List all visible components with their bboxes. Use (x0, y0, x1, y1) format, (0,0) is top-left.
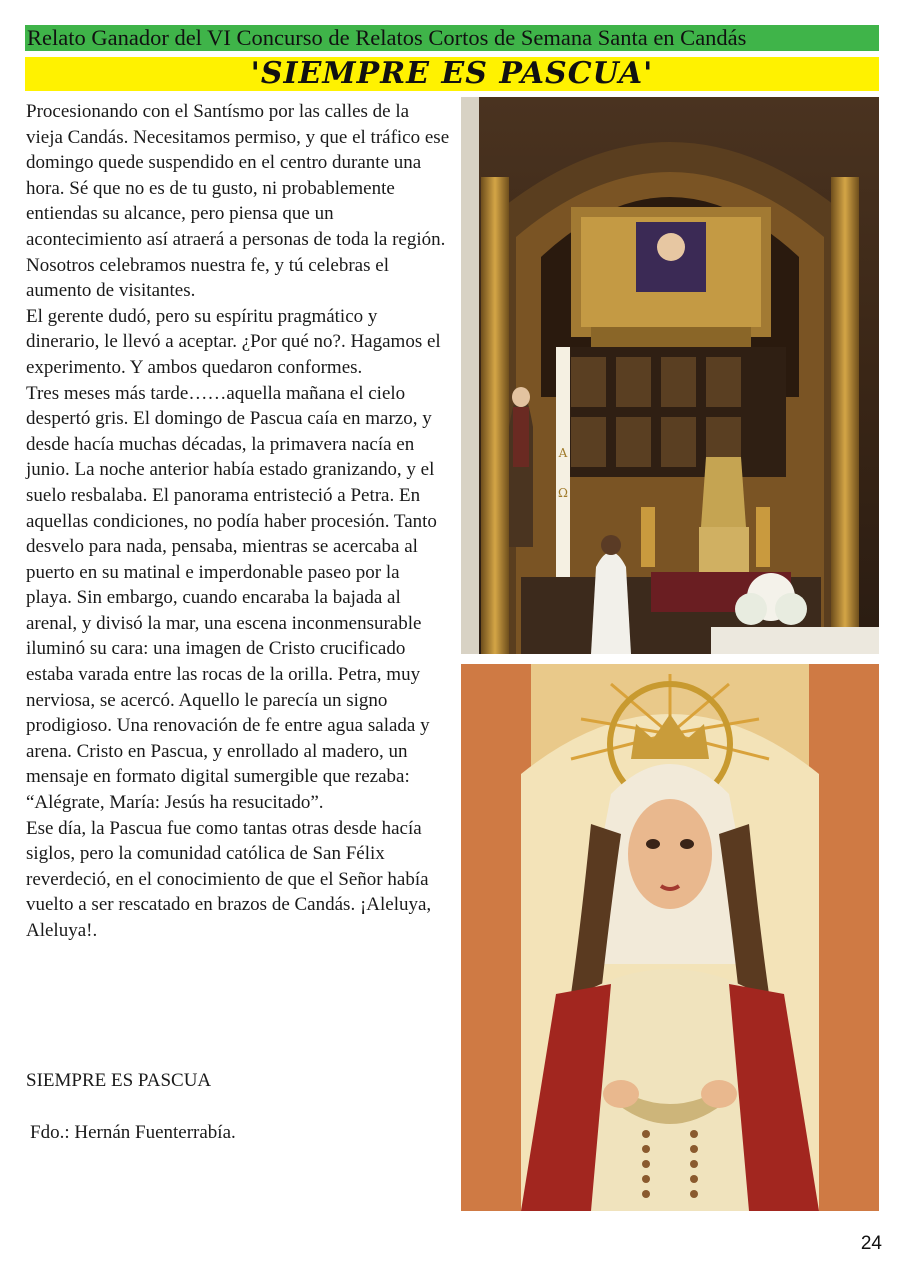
church-altar-photo (461, 97, 879, 654)
virgin-painting-illustration (461, 664, 879, 1211)
story-paragraph: El gerente dudó, pero su espíritu pragmático y dinerario, le llevó a aceptar. ¿Por qué no?. Hagamos el experimento. Y ambos quedaron conformes. (26, 305, 441, 378)
story-paragraph: Tres meses más tarde……aquella mañana el cielo despertó gris. El domingo de Pascua caía en marzo, y desde hacía muchas décadas, la primavera nacía en junio. La noche anterior había estado granizando, y el suelo resbalaba. El panorama entristeció a Petra. En aquellas condiciones, no podía haber procesión. Tanto desvelo para nada, pensaba, mientras se acercaba al puerto en su matinal e imperdonable paseo por la playa. Sin embargo, cuando encaraba la bajada al arenal, y divisó la mar, una escena inconmensurable iluminó su cara: una imagen de Cristo crucificado estaba varada entre las rocas de la orilla. Petra, muy nerviosa, se acercó. Aquello le parecía un signo prodigioso. Una renovación de fe entre agua salada y arena. Cristo en Pascua, y enrollado al madero, un mensaje en formato digital sumergible que rezaba: “Alégrate, María: Jesús ha resucitado”. (26, 382, 437, 814)
svg-text:Ω: Ω (558, 486, 568, 500)
header-subtitle-banner (25, 25, 879, 51)
page-number: 24 (860, 1233, 882, 1254)
signature: Fdo.: Hernán Fuenterrabía. (30, 1122, 236, 1143)
header-title-banner (25, 57, 879, 91)
church-altar-illustration (461, 97, 879, 654)
closing-title: SIEMPRE ES PASCUA (26, 1070, 212, 1091)
story-paragraph: Ese día, la Pascua fue como tantas otras desde hacía siglos, pero la comunidad católica de San Félix reverdeció, en el conocimiento de que el Señor había vuelto a ser rescatado en brazos de Candás. ¡Aleluya, Aleluya!. (26, 817, 432, 941)
story-title: 'SIEMPRE ES PASCUA' (250, 56, 654, 91)
header-subtitle: Relato Ganador del VI Concurso de Relatos Cortos de Semana Santa en Candás (27, 25, 747, 50)
story-paragraph: Procesionando con el Santísmo por las calles de la vieja Candás. Necesitamos permiso, y que el tráfico ese domingo quede suspendido en el centro durante una hora. Sé que no es de tu gusto, ni probablemente entiendas su alcance, pero piensa que un acontecimiento así atraerá a personas de toda la región. Nosotros celebramos nuestra fe, y tú celebras el aumento de visitantes. (26, 101, 450, 302)
virgin-painting (461, 664, 879, 1211)
story-body (26, 99, 450, 944)
svg-text:A: A (558, 446, 568, 460)
